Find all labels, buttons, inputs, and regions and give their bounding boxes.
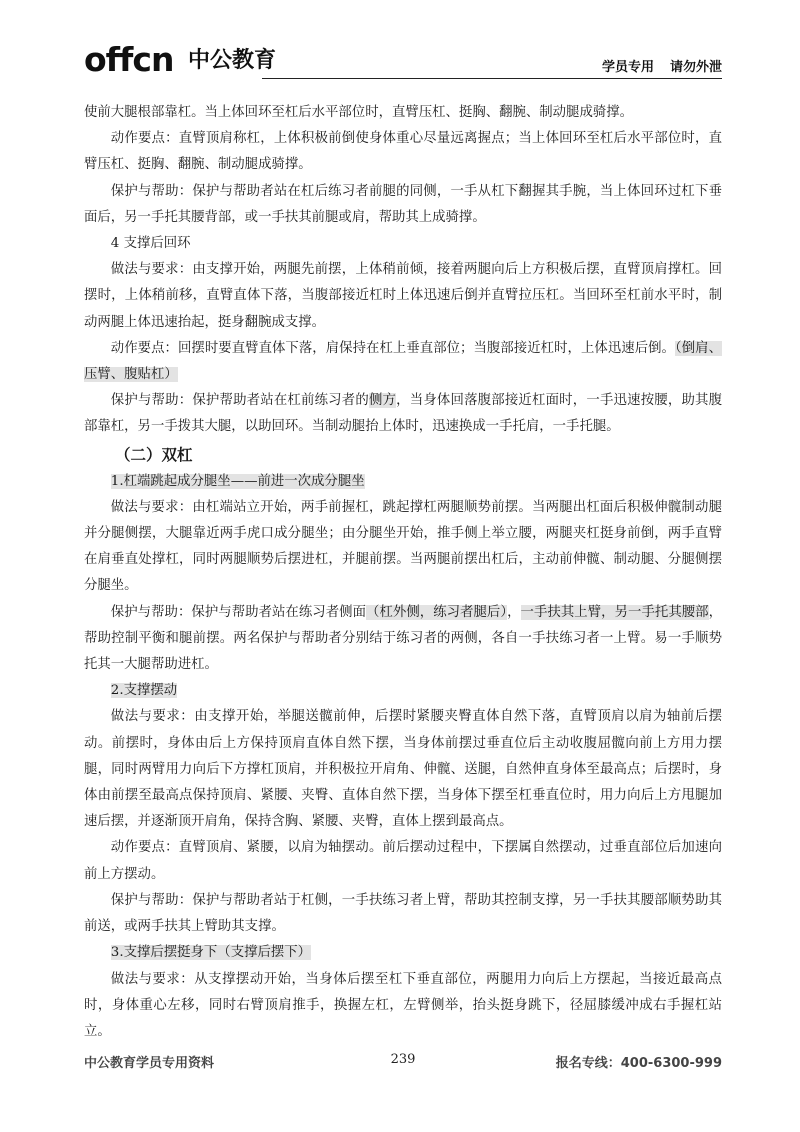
logo-wordmark: offcn	[84, 40, 174, 79]
footer-material-label: 中公教育学员专用资料	[84, 1056, 215, 1071]
text-run: ，当身体回落腹部接近杠面时，一手迅速按腰，助其腹部靠杠，另一手拨其大腿，以助回环。当制动腿抬上体时，迅速换成一手托肩，一手托腿。	[84, 393, 723, 435]
text-run: 动作要点：回摆时要直臂直体下落，肩保持在杠上垂直部位；当腹部接近杠时，上体迅速后倒。	[110, 340, 675, 356]
header-notice	[602, 56, 722, 75]
footer-hotline: 报名专线：400-6300-999	[555, 1056, 722, 1071]
subheading-support-swing: 2.支撑摆动	[110, 683, 178, 699]
text-run: 保护与帮助：保护与帮助者站在练习者侧面	[110, 604, 367, 620]
paragraph: 做法与要求：从支撑摆动开始，当身体后摆至杠下垂直部位，两腿用力向后上方摆起，当接近最高点时，身体重心左移，同时右臂顶肩推手，换握左杠，左臂侧举，抬头挺身跳下，径屈膝缓冲成右手握杠站立。	[84, 971, 722, 1039]
highlighted-text: （杠外侧，练习者腿后）	[366, 604, 508, 620]
page-footer	[84, 1052, 722, 1076]
subheading-back-swing-dismount: 3.支撑后摆挺身下（支撑后摆下）	[110, 945, 312, 961]
paragraph: 做法与要求：由支撑开始，两腿先前摆，上体稍前倾，接着两腿向后上方积极后摆，直臂顶肩撑杠。回摆时，上体稍前移，直臂直体下落，当腹部接近杠时上体迅速后倒并直臂拉压杠。当回环至杠前水平时，制动两腿上体迅速抬起，挺身翻腕成支撑。	[84, 262, 722, 330]
subheading-row	[84, 469, 722, 495]
header-tag-no-distribution: 请勿外泄	[669, 60, 722, 75]
paragraph: 保护与帮助：保护与帮助者站于杠侧，一手扶练习者上臂，帮助其控制支撑，另一手扶其腰部顺势助其前送，或两手扶其上臂助其支撑。	[84, 892, 722, 935]
header-rule	[262, 78, 722, 79]
paragraph: 动作要点：直臂顶肩称杠，上体积极前倒使身体重心尽量远离握点；当上体回环至杠后水平部位时，直臂压杠、挺胸、翻腕、制动腿成骑撑。	[84, 131, 722, 173]
text-run: ，	[507, 604, 521, 620]
header-tag-students-only: 学员专用	[601, 60, 654, 75]
paragraph: 做法与要求：由支撑开始，举腿送髋前伸，后摆时紧腰夹臀直体自然下落，直臂顶肩以肩为轴前后摆动。前摆时，身体由后上方保持顶肩直体自然下摆，当身体前摆过垂直位后主动收腹屈髋向前上方用力摆腿，同时两臂用力向后下方撑杠顶肩，并积极拉开肩角、伸髋、送腿，自然伸直身体至最高点；后摆时，身体由前摆至最高点保持顶肩、紧腰、夹臀、直体自然下摆，当身体下摆至杠垂直位时，用力向后上方甩腿加速后摆，并逐渐顶开肩角，保持含胸、紧腰、夹臀，直体上摆到最高点。	[84, 709, 722, 830]
subheading-row	[84, 940, 722, 966]
logo-chinese-name: 中公教育	[188, 48, 277, 73]
paragraph	[84, 388, 722, 440]
section-heading-parallel-bars: （二）双杠	[115, 444, 193, 464]
text-run: 保护与帮助：保护帮助者站在杠前练习者的	[110, 393, 369, 409]
page-content	[84, 100, 722, 1045]
subheading-straddle-sit: 1.杠端跳起成分腿坐——前进一次成分腿坐	[110, 473, 365, 489]
page-number: 239	[390, 1052, 416, 1067]
paragraph: 做法与要求：由杠端站立开始，两手前握杠，跳起撑杠两腿顺势前摆。当两腿出杠面后积极伸髋制动腿并分腿侧摆，大腿靠近两手虎口成分腿坐；由分腿坐开始，推手侧上举立腰，两腿夹杠挺身前倒，两手直臂在肩垂直处撑杠，同时两腿顺势后摆进杠，并腿前摆。当两腿前摆出杠后，主动前伸髋、制动腿、分腿侧摆分腿坐。	[84, 499, 722, 594]
highlighted-text: （倒肩、压臂、腹贴杠）	[84, 340, 722, 383]
paragraph: 使前大腿根部靠杠。当上体回环至杠后水平部位时，直臂压杠、挺胸、翻腕、制动腿成骑撑。	[84, 105, 634, 120]
paragraph: 动作要点：直臂顶肩、紧腰，以肩为轴摆动。前后摆动过程中，下摆属自然摆动，过垂直部位后加速向前上方摆动。	[84, 840, 722, 882]
page-header	[84, 38, 722, 84]
highlighted-text: 侧方	[368, 393, 397, 409]
subheading-row	[84, 678, 722, 704]
subheading-support-back-circle: 4 支撑后回环	[110, 236, 191, 252]
text-run: ，帮助控制平衡和腿前摆。两名保护与帮助者分别结于练习者的两侧，各自一手扶练习者一上臂。易一手顺势托其一大腿帮助进杠。	[84, 604, 723, 673]
paragraph: 保护与帮助：保护与帮助者站在杠后练习者前腿的同侧，一手从杠下翻握其手腕，当上体回环过杠下垂面后，另一手托其腰背部，或一手扶其前腿或肩，帮助其上成骑撑。	[84, 183, 722, 225]
highlighted-text: 一手扶其上臂，另一手托其腰部	[520, 604, 709, 620]
paragraph	[84, 336, 722, 388]
paragraph	[84, 600, 722, 679]
offcn-logo	[84, 42, 284, 82]
